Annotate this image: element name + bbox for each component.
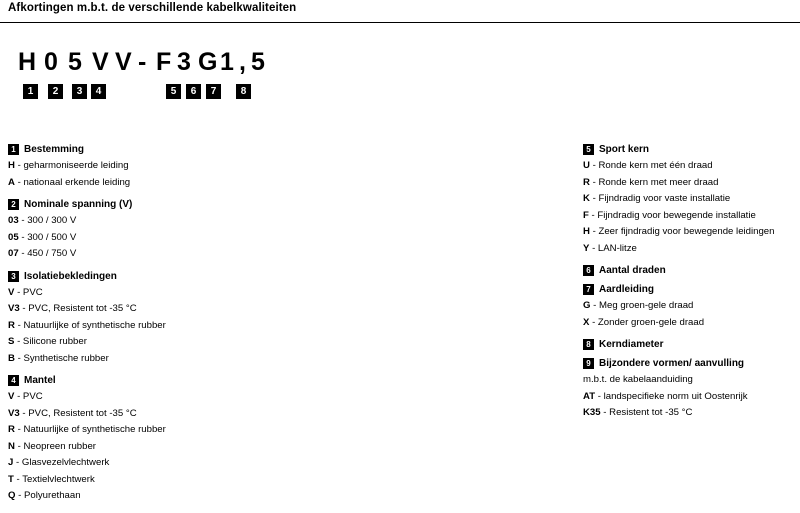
legend-group-header [8,144,358,155]
code-char: V [115,48,132,76]
legend-group-header [583,144,798,155]
legend-entry-key: A [8,176,15,188]
legend-entry-key: Y [583,242,590,254]
code-char: 0 [44,48,58,76]
legend-entry [8,334,358,351]
legend-entry-text: - Polyurethaan [15,490,81,501]
legend-entry [583,405,798,422]
legend-number-badge: 9 [583,358,594,369]
legend-entry-key: T [8,473,14,485]
legend-entry-key: S [8,336,15,347]
code-char: 3 [177,48,191,76]
legend-group-title: Bestemming [24,144,85,155]
legend-entry [8,230,358,247]
legend-entry-key: 05 [8,231,19,243]
legend-entry [8,406,358,423]
legend-entry-text: - Silicone rubber [14,336,87,347]
legend-group [8,271,358,368]
code-char: H [18,48,37,76]
legend-group [8,375,358,505]
page-title: Afkortingen m.b.t. de verschillende kabelkwaliteiten [8,2,297,14]
legend-entry-text: - Neopreen rubber [14,440,96,452]
legend-group [583,144,798,257]
legend-group [583,265,798,276]
legend-number-badge: 2 [8,199,19,210]
legend-entry-text: - Textielvlechtwerk [13,473,95,485]
legend-entry-text: - nationaal erkende leiding [14,176,131,188]
legend-entry-key: U [583,160,590,171]
legend-entry-key: X [583,316,590,328]
legend-entry-key: K35 [583,407,601,418]
legend-group [583,284,798,331]
legend-entry-key: H [583,226,590,237]
code-marker: 6 [186,84,201,99]
legend-entry-text: - geharmoniseerde leiding [14,160,129,171]
legend-entry [583,175,798,192]
legend-entry-text: - 300 / 300 V [18,215,77,226]
legend-entry-key: R [8,424,15,435]
legend-group [583,358,798,422]
code-marker: 7 [206,84,221,99]
code-marker: 4 [91,84,106,99]
legend-entry-text: - 450 / 750 V [18,248,77,259]
title-divider [0,22,800,23]
legend-group-title: Isolatiebekledingen [24,270,117,282]
legend-entry [583,224,798,241]
legend-column-right [583,144,798,430]
legend-group-header [8,271,358,282]
legend-number-badge: 8 [583,339,594,350]
legend-group-header [583,265,798,276]
legend-entry [8,455,358,472]
legend-group-header [583,358,798,369]
legend-entry-key: K [583,193,590,204]
legend-entry-text: - Meg groen-gele draad [590,300,694,311]
code-marker: 1 [23,84,38,99]
legend-entry-text: - Natuurlijke of synthetische rubber [14,424,166,435]
legend-entry-text: - Natuurlijke of synthetische rubber [14,319,166,331]
legend-entry [8,301,358,318]
code-char: - [138,48,147,76]
legend-entry-key: F [583,209,589,221]
legend-group-title: Bijzondere vormen/ aanvulling [599,358,745,369]
legend-entry [8,213,358,230]
legend-number-badge: 7 [583,284,594,295]
legend-entry-key: V [8,286,15,298]
legend-entry-text: - Synthetische rubber [14,352,109,364]
code-marker: 3 [72,84,87,99]
legend-entry [583,389,798,406]
legend-entry [8,351,358,368]
legend-group-title: Sport kern [599,144,650,155]
legend-group-title: Kerndiameter [599,339,664,350]
code-marker: 5 [166,84,181,99]
legend-entry-text: - Glasvezelvlechtwerk [13,457,110,468]
legend-group-header [8,199,358,210]
legend-entry-text: - PVC [14,391,43,402]
legend-group-title: Mantel [24,375,56,386]
legend-entry-text: - PVC [14,286,43,298]
legend-entry-text: - Ronde kern met één draad [589,160,713,171]
code-char: F [156,48,172,76]
legend-entry-text: - Ronde kern met meer draad [589,176,719,188]
code-char: 5 [251,48,265,76]
legend-entry-text: - Zonder groen-gele draad [589,316,705,328]
legend-entry-key: V [8,391,15,402]
code-char: 1 [220,48,234,76]
legend-number-badge: 6 [583,265,594,276]
legend-group-title: Nominale spanning (V) [24,199,133,210]
legend-number-badge: 1 [8,144,19,155]
legend-entry [8,246,358,263]
legend-entry [8,285,358,302]
code-char: V [92,48,109,76]
code-marker: 8 [236,84,251,99]
legend-group-title: Aantal draden [599,265,666,276]
code-char: 5 [68,48,82,76]
legend-entry [583,298,798,315]
legend-entry-key: 07 [8,248,19,259]
code-marker: 2 [48,84,63,99]
legend-entry [583,241,798,258]
legend-group [583,339,798,350]
legend-entry [583,191,798,208]
legend-group-header [583,339,798,350]
legend-entry [583,315,798,332]
legend-entry-key: R [583,176,590,188]
legend-entry-key: H [8,160,15,171]
legend-entry-text: - 300 / 500 V [18,231,77,243]
legend-entry-text: - PVC, Resistent tot -35 °C [19,407,137,419]
legend-entry [8,422,358,439]
legend-group-title: Aardleiding [599,284,655,295]
code-char: G [198,48,218,76]
legend-entry [8,318,358,335]
legend-entry-key: B [8,352,15,364]
legend-entry-key: R [8,319,15,331]
legend-entry-key: 03 [8,215,19,226]
legend-entry-text: - PVC, Resistent tot -35 °C [19,303,137,314]
legend-group [8,199,358,263]
legend-entry-text: - Fijndradig voor vaste installatie [589,193,731,204]
cable-code-string [18,50,272,75]
legend-entry-text: - landspecifieke norm uit Oostenrijk [595,390,748,402]
legend-entry-text: - Resistent tot -35 °C [600,407,693,418]
legend-entry-key: V3 [8,407,20,419]
legend-entry [583,158,798,175]
legend-entry [8,439,358,456]
legend-column-left [8,144,358,513]
legend-entry-key: N [8,440,15,452]
legend-subline: m.b.t. de kabelaanduiding [583,374,693,385]
legend-entry-key: G [583,300,591,311]
legend-entry-text: - Fijndradig voor bewegende installatie [588,209,756,221]
legend-number-badge: 3 [8,271,19,282]
legend-entry-text: - LAN-litze [589,242,637,254]
legend-group-header [8,375,358,386]
legend-entry-key: AT [583,390,596,402]
legend-group [8,144,358,191]
legend-number-badge: 4 [8,375,19,386]
legend-number-badge: 5 [583,144,594,155]
code-char: , [239,48,246,76]
legend-entry [583,208,798,225]
legend-entry [8,158,358,175]
legend-entry-key: V3 [8,303,20,314]
legend-entry [8,472,358,489]
legend-entry-key: Q [8,490,16,501]
legend-entry [8,175,358,192]
legend-entry [8,488,358,505]
legend-entry-key: J [8,457,14,468]
legend-entry-text: - Zeer fijndradig voor bewegende leidingen [589,226,775,237]
legend-group-header [583,284,798,295]
legend-entry [8,389,358,406]
